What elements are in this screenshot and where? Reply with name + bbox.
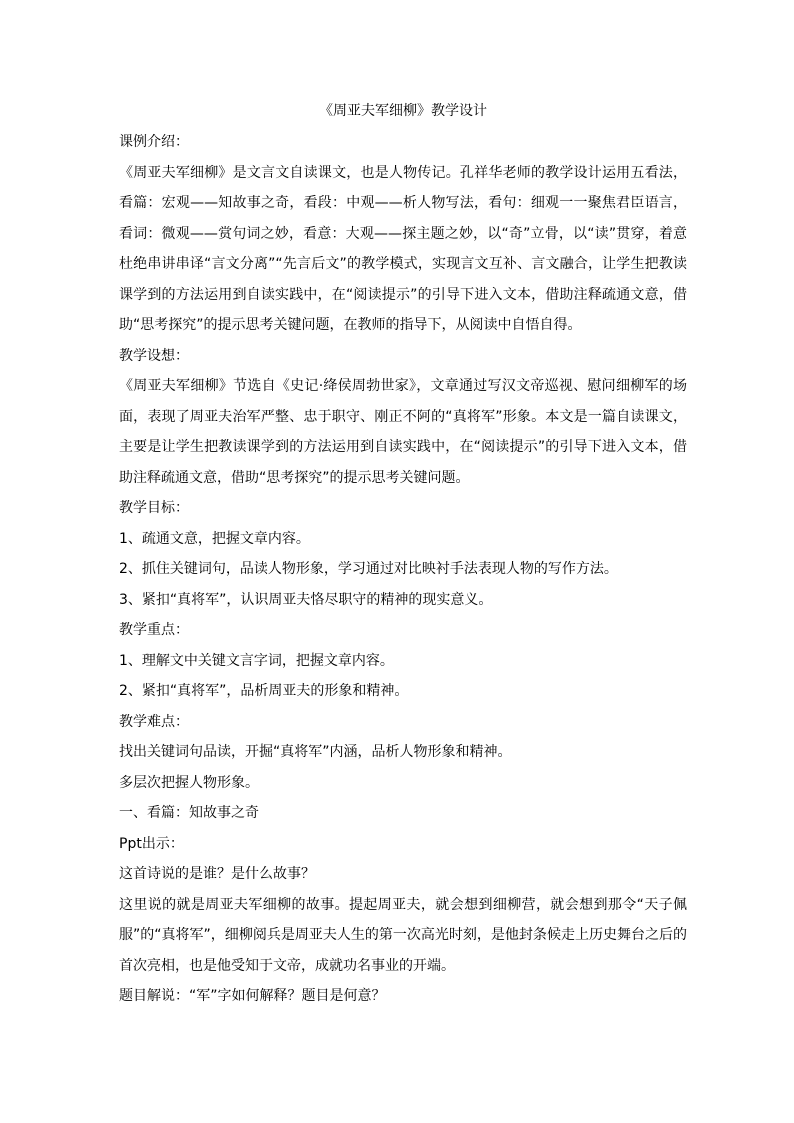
text-line: 3、紧扣“真将军”，认识周亚夫恪尽职守的精神的现实意义。 [119,591,493,608]
text-line: 这首诗说的是谁？是什么故事？ [119,866,315,882]
text-line: 2、紧扣“真将军”，品析周亚夫的形象和精神。 [119,683,409,699]
text-line: 找出关键词句品读，开掘“真将军”内涵，品析人物形象和精神。 [119,744,512,760]
paragraph: 《周亚夫军细柳》是文言文自读课文，也是人物传记。孔祥华老师的教学设计运用五看法，看篇：宏观——知故事之奇，看段：中观——析人物写法，看句：细观一一聚焦君臣语言，看词：微观——赏句词之妙，看意：大观——探主题之妙，以“奇”立骨，以“读”贯穿，着意杜绝串讲串译“言文分离”“先言后文”的教学模式，实现言文互补、言文融合，让学生把教读课学到的方法运用到自读实践中，在“阅读提示”的引导下进入文本，借助注释疏通文意，借助“思考探究”的提示思考关键问题，在教师的指导下，从阅读中自悟自得。 [119,164,687,333]
section-heading: 教学目标： [119,500,189,516]
section-heading: 教学重点： [119,622,189,638]
paragraph: 这里说的就是周亚夫军细柳的故事。提起周亚夫，就会想到细柳营，就会想到那令“天子佩服”的“真将军”，细柳阅兵是周亚夫人生的第一次高光时刻，是他封条候走上历史舞台之后的首次亮相，也是他受知于文帝，成就功名事业的开端。 [119,896,687,974]
text-line: 多层次把握人物形象。 [119,774,259,791]
document-page [119,96,687,1012]
document-title: 《周亚夫军细柳》教学设计 [319,103,487,119]
paragraph: 《周亚夫军细柳》节选自《史记·绛侯周勃世家》，文章通过写汉文帝巡视、慰问细柳军的场面，表现了周亚夫治军严整、忠于职守、刚正不阿的“真将军”形象。本文是一篇自读课文，主要是让学生把教读课学到的方法运用到自读实践中，在“阅读提示”的引导下进入文本，借助注释疏通文意，借助“思考探究”的提示思考关键问题。 [119,378,687,486]
text-line: 1、理解文中关键文言字词，把握文章内容。 [119,652,394,669]
document-body [119,127,687,1012]
section-heading: 课例介绍： [119,134,189,150]
text-line: Ppt出示： [119,835,184,852]
text-line: 2、抓住关键词句，品读人物形象，学习通过对比映衬手法表现人物的写作方法。 [119,561,618,577]
text-line: 题目解说：“军”字如何解释？题目是何意？ [119,988,386,1004]
section-heading: 教学难点： [119,713,189,730]
text-line: 1、疏通文意，把握文章内容。 [119,530,310,547]
text-line: 一、看篇：知故事之奇 [119,805,259,821]
section-heading: 教学设想： [119,347,189,364]
